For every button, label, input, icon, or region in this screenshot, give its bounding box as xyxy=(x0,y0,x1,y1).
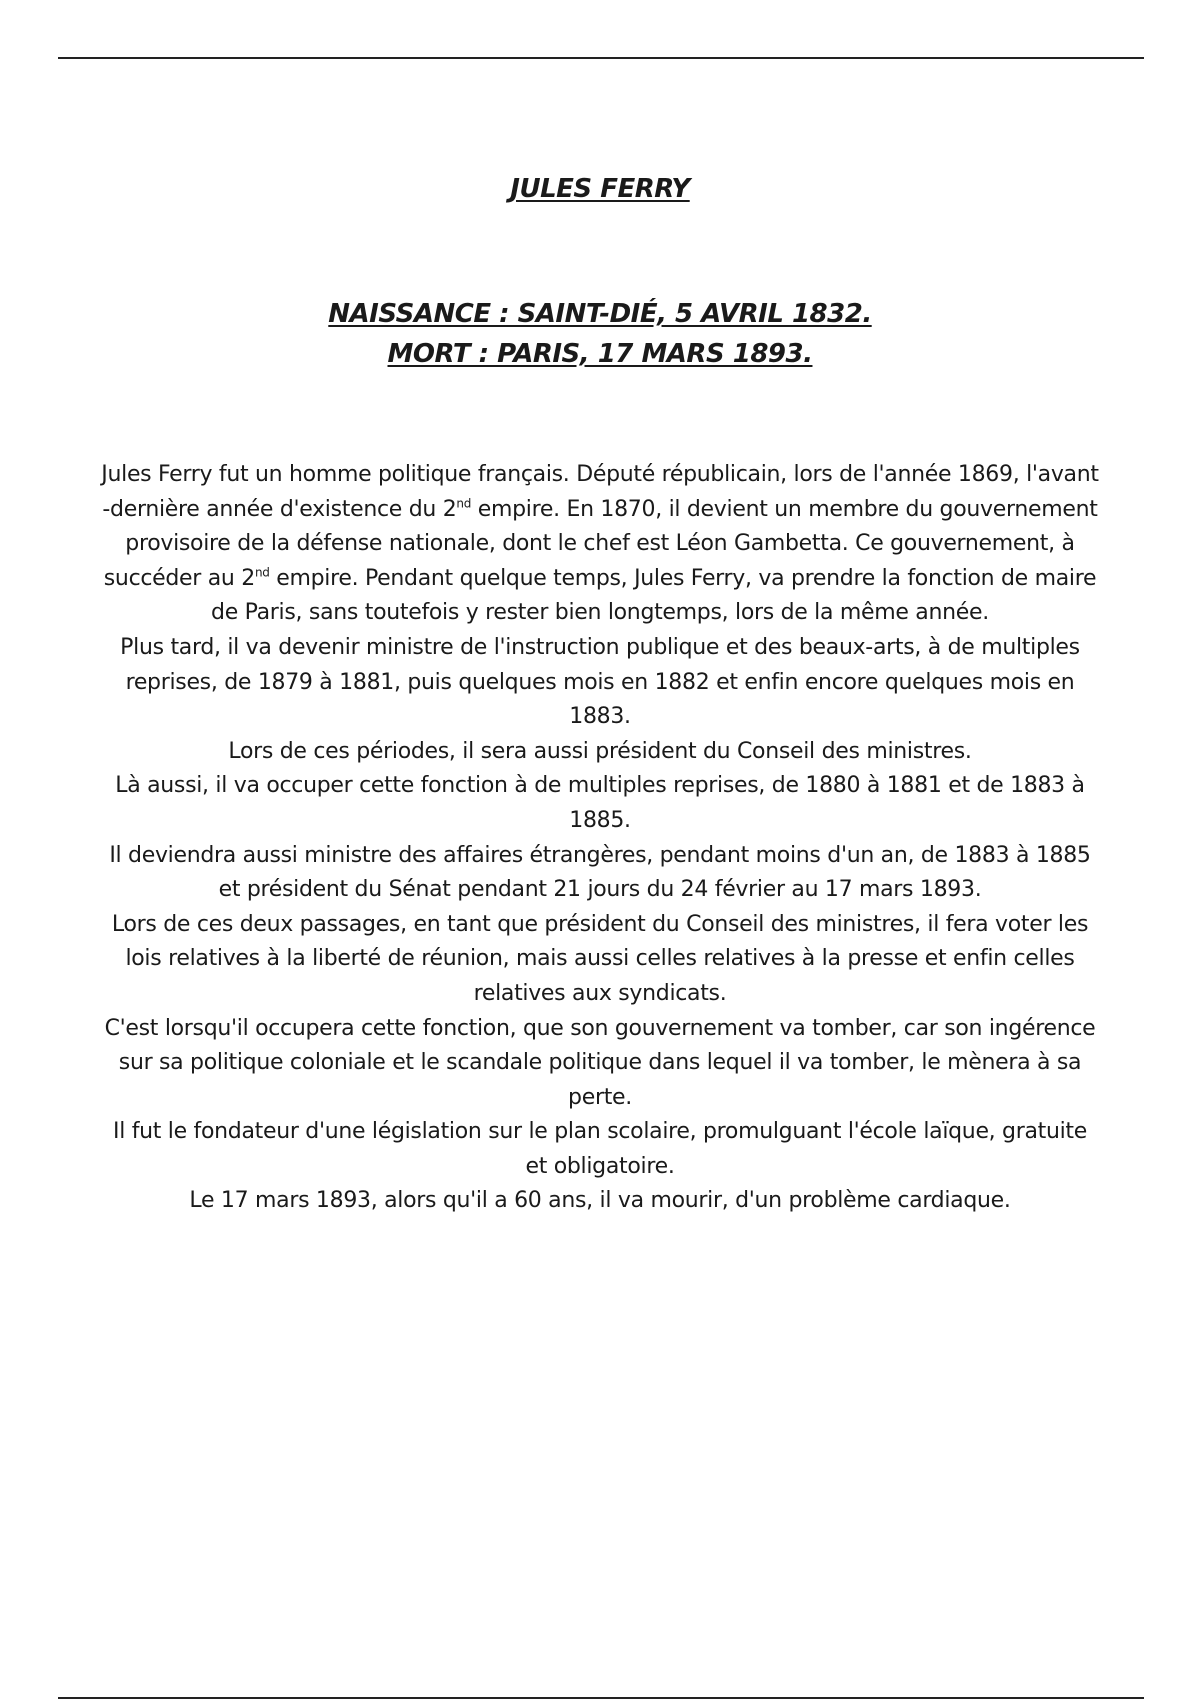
birth-text: NAISSANCE : SAINT-DIÉ, 5 AVRIL 1832. xyxy=(328,299,872,329)
paragraph-1 xyxy=(100,458,1100,631)
paragraph-6: Lors de ces deux passages, en tant que président du Conseil des ministres, il fera voter les lois relatives à la liberté de réunion, mais aussi celles relatives à la presse et enfin celles relatives aux syndicats. xyxy=(111,911,1089,1006)
page-title xyxy=(0,174,1200,204)
paragraph-4: Là aussi, il va occuper cette fonction à de multiples reprises, de 1880 à 1881 et de 1883 à 1885. xyxy=(115,773,1085,833)
paragraph-5: Il deviendra aussi ministre des affaires étrangères, pendant moins d'un an, de 1883 à 1885 et président du Sénat pendant 21 jours du 24 février au 17 mars 1893. xyxy=(109,842,1091,903)
top-border-line xyxy=(58,57,1144,59)
paragraph-9: Le 17 mars 1893, alors qu'il a 60 ans, il va mourir, d'un problème cardiaque. xyxy=(189,1188,1011,1214)
page-title-text: JULES FERRY xyxy=(510,174,690,204)
biography-body xyxy=(100,458,1100,1219)
death-text: MORT : PARIS, 17 MARS 1893. xyxy=(387,339,813,369)
bottom-border-line xyxy=(58,1697,1144,1699)
life-dates xyxy=(0,294,1200,374)
paragraph-1-part-b: empire. En 1870, il devient un membre du gouvernement provisoire de la défense nationale, dont le chef est Léon Gambetta. Ce gouvernement, à succéder au 2 xyxy=(103,496,1098,591)
death-line xyxy=(0,334,1200,374)
superscript-nd-2: nd xyxy=(254,565,270,580)
paragraph-1-part-c: empire. Pendant quelque temps, Jules Ferry, va prendre la fonction de maire de Paris, sans toutefois y rester bien longtemps, lors de la même année. xyxy=(211,565,1097,626)
paragraph-2: Plus tard, il va devenir ministre de l'instruction publique et des beaux-arts, à de multiples reprises, de 1879 à 1881, puis quelques mois en 1882 et enfin encore quelques mois en 1883. xyxy=(120,634,1080,730)
paragraph-7: C'est lorsqu'il occupera cette fonction, que son gouvernement va tomber, car son ingérence sur sa politique coloniale et le scandale politique dans lequel il va tomber, le mènera à sa perte. xyxy=(104,1015,1096,1110)
birth-line xyxy=(0,294,1200,334)
paragraph-3: Lors de ces périodes, il sera aussi président du Conseil des ministres. xyxy=(228,738,972,764)
superscript-nd-1: nd xyxy=(456,496,472,511)
paragraph-1-part-a: Jules Ferry fut un homme politique français. Député républicain, lors de l'année 1869, l'avant -dernière année d'existence du 2 xyxy=(101,462,1099,522)
paragraph-8: Il fut le fondateur d'une législation sur le plan scolaire, promulguant l'école laïque, gratuite et obligatoire. xyxy=(113,1119,1087,1179)
